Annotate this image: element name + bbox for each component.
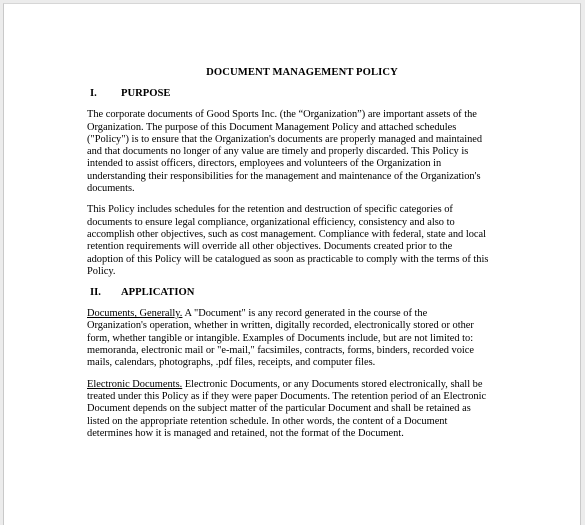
document-page xyxy=(3,3,581,525)
section-heading-application xyxy=(87,287,517,300)
section-number: I. xyxy=(90,88,97,100)
text-line: Document depends on the subject matter of the particular Document and shall be retained as xyxy=(87,403,471,415)
text-line: ("Policy") is to ensure that the Organization's documents are properly managed and maintained xyxy=(87,133,483,145)
text-line: adoption of this Policy will be catalogued as soon as practicable to comply with the terms of this xyxy=(87,253,489,265)
text-line: understanding their responsibilities for the management and maintenance of the Organization's xyxy=(87,170,481,182)
section-number: II. xyxy=(90,287,101,299)
text-run: A "Document" is any record generated in the course of the xyxy=(182,308,428,320)
text-line: mails, calendars, photographs, .pdf files, receipts, and computer files. xyxy=(87,357,376,369)
paragraph-purpose-2 xyxy=(87,204,517,278)
text-line: The corporate documents of Good Sports Inc. (the “Organization”) are important assets of the xyxy=(87,109,477,121)
text-line: and that documents no longer of any value are timely and properly discarded. This Policy is xyxy=(87,146,469,158)
text-line: treated under this Policy as if they were paper Documents. The retention period of an Electronic xyxy=(87,390,487,402)
text-line: Policy. xyxy=(87,265,116,277)
text-line xyxy=(87,379,517,391)
text-line: memoranda, electronic mail or "e-mail," facsimiles, contracts, forms, binders, recorded voice xyxy=(87,345,475,357)
text-line: accomplish other objectives, such as cost management. Compliance with federal, state and local xyxy=(87,228,487,240)
section-title: APPLICATION xyxy=(121,287,195,299)
text-line: determines how it is managed and retained, not the format of the Document. xyxy=(87,427,404,439)
text-line: listed on the appropriate retention schedule. In other words, the content of a Document xyxy=(87,415,448,427)
text-run: Electronic Documents, or any Documents stored electronically, shall be xyxy=(182,378,483,390)
paragraph-purpose-1 xyxy=(87,109,517,195)
text-line: documents to ensure legal compliance, organizational efficiency, consistency and also to xyxy=(87,216,455,228)
text-line: This Policy includes schedules for the retention and destruction of specific categories of xyxy=(87,204,453,216)
document-title: DOCUMENT MANAGEMENT POLICY xyxy=(206,67,398,78)
text-line: documents. xyxy=(87,183,135,195)
paragraph-electronic-documents xyxy=(87,379,517,440)
paragraph-lead-heading: Documents, Generally. xyxy=(87,308,183,320)
text-line: intended to assist officers, directors, employees and volunteers of the Organization in xyxy=(87,158,442,170)
text-line: form, whether tangible or intangible. Examples of Documents include, but are not limited to: xyxy=(87,332,474,344)
text-line xyxy=(87,308,517,320)
paragraph-lead-heading: Electronic Documents. xyxy=(87,378,183,390)
paragraph-documents-generally xyxy=(87,308,517,369)
section-heading-purpose xyxy=(87,88,517,101)
text-line: Organization's operation, whether in written, digitally recorded, electronically stored or other xyxy=(87,320,474,332)
text-line: retention requirements will override all other objectives. Documents created prior to the xyxy=(87,241,453,253)
document-body xyxy=(87,67,517,449)
text-line: Organization. The purpose of this Document Management Policy and attached schedules xyxy=(87,121,457,133)
section-title: PURPOSE xyxy=(121,88,171,100)
